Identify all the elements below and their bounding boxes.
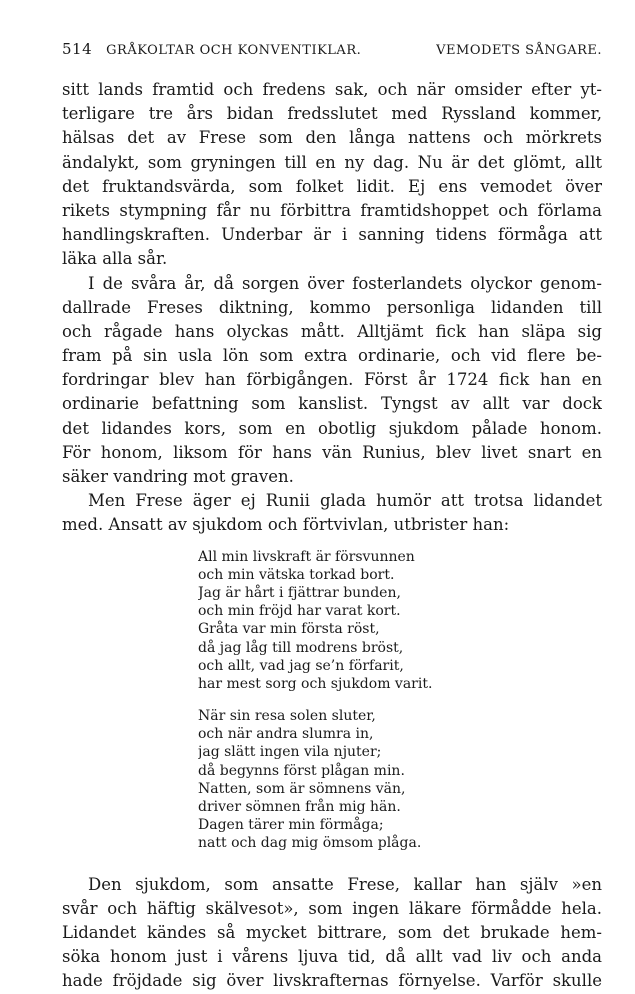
text-line: I de svåra år, då sorgen över fosterlandets olyckor genom- <box>88 273 602 293</box>
poem-quote <box>62 548 602 853</box>
poem-line: och min vätska torkad bort. <box>198 566 395 583</box>
paragraph-2 <box>62 272 602 490</box>
text-line: Men Frese äger ej Runii glada humör att trotsa lidandet <box>88 491 602 511</box>
page-number: 514 <box>62 40 93 58</box>
poem-line: Gråta var min första röst, <box>198 621 380 638</box>
text-line: Den sjukdom, som ansatte Frese, kallar han själv »en <box>88 874 602 894</box>
poem-line: Natten, som är sömnens vän, <box>198 780 406 797</box>
poem-line: och min fröjd har varat kort. <box>198 603 401 620</box>
text-line: läka alla sår. <box>62 249 168 269</box>
text-line: rikets stympning får nu förbittra framtidshoppet och förlama <box>62 200 602 220</box>
running-head-right: VEMODETS SÅNGARE. <box>436 43 602 58</box>
poem-line: och när andra slumra in, <box>198 726 374 743</box>
paragraph-4 <box>62 873 602 994</box>
text-line: För honom, liksom för hans vän Runius, blev livet snart en <box>62 442 602 462</box>
text-line: hälsas det av Frese som den långa nattens och mörkrets <box>62 128 602 148</box>
text-line: fordringar blev han förbigången. Först år 1724 fick han en <box>62 370 602 390</box>
text-line: det fruktandsvärda, som folket lidit. Ej ens vemodet över <box>62 176 602 196</box>
text-line: säker vandring mot graven. <box>62 467 294 486</box>
text-line: ändalykt, som gryningen till en ny dag. Nu är det glömt, allt <box>62 152 602 172</box>
poem-line: Jag är hårt i fjättrar bunden, <box>198 584 401 601</box>
text-line: ordinarie befattning som kanslist. Tyngst av allt var dock <box>62 394 602 414</box>
text-line: och rågade hans olyckas mått. Alltjämt fick han släpa sig <box>62 321 602 341</box>
text-line: hade fröjdade sig över livskrafternas förnyelse. Varför skulle <box>62 971 602 991</box>
text-line: fram på sin usla lön som extra ordinarie, och vid flere be- <box>62 346 602 366</box>
running-head-left: GRÅKOLTAR OCH KONVENTIKLAR. <box>106 43 362 58</box>
text-line: Lidandet kändes så mycket bittrare, som det brukade hem- <box>62 922 602 942</box>
text-line: sitt lands framtid och fredens sak, och när omsider efter yt- <box>62 80 602 99</box>
poem-line: jag slätt ingen vila njuter; <box>198 744 382 761</box>
text-line: det lidandes kors, som en obotlig sjukdom pålade honom. <box>62 418 602 438</box>
book-page <box>62 40 602 994</box>
poem-line: natt och dag mig ömsom plåga. <box>198 835 422 852</box>
poem-line: då begynns först plågan min. <box>198 762 405 779</box>
poem-line: och allt, vad jag se’n förfarit, <box>198 657 404 674</box>
running-header <box>62 40 602 58</box>
text-line: med. Ansatt av sjukdom och förtvivlan, utbrister han: <box>62 515 510 535</box>
poem-line: driver sömnen från mig hän. <box>198 799 401 815</box>
text-line: terligare tre års bidan fredsslutet med Ryssland kommer, <box>62 104 602 124</box>
poem-line: har mest sorg och sjukdom varit. <box>198 675 433 692</box>
paragraph-1 <box>62 78 602 272</box>
poem-line: Dagen tärer min förmåga; <box>198 817 384 834</box>
poem-line: All min livskraft är försvunnen <box>198 548 415 565</box>
text-line: dallrade Freses diktning, kommo personliga lidanden till <box>62 297 602 317</box>
text-line: söka honom just i vårens ljuva tid, då allt vad liv och anda <box>62 947 602 967</box>
poem-line: då jag låg till modrens bröst, <box>198 639 404 656</box>
text-line: handlingskraften. Underbar är i sanning tidens förmåga att <box>62 225 602 245</box>
poem-line: När sin resa solen sluter, <box>198 708 376 725</box>
poem-stanza-1 <box>198 548 602 694</box>
text-line: svår och häftig skälvesot», som ingen läkare förmådde hela. <box>62 898 602 918</box>
poem-stanza-2 <box>198 707 602 853</box>
paragraph-3 <box>62 489 602 537</box>
